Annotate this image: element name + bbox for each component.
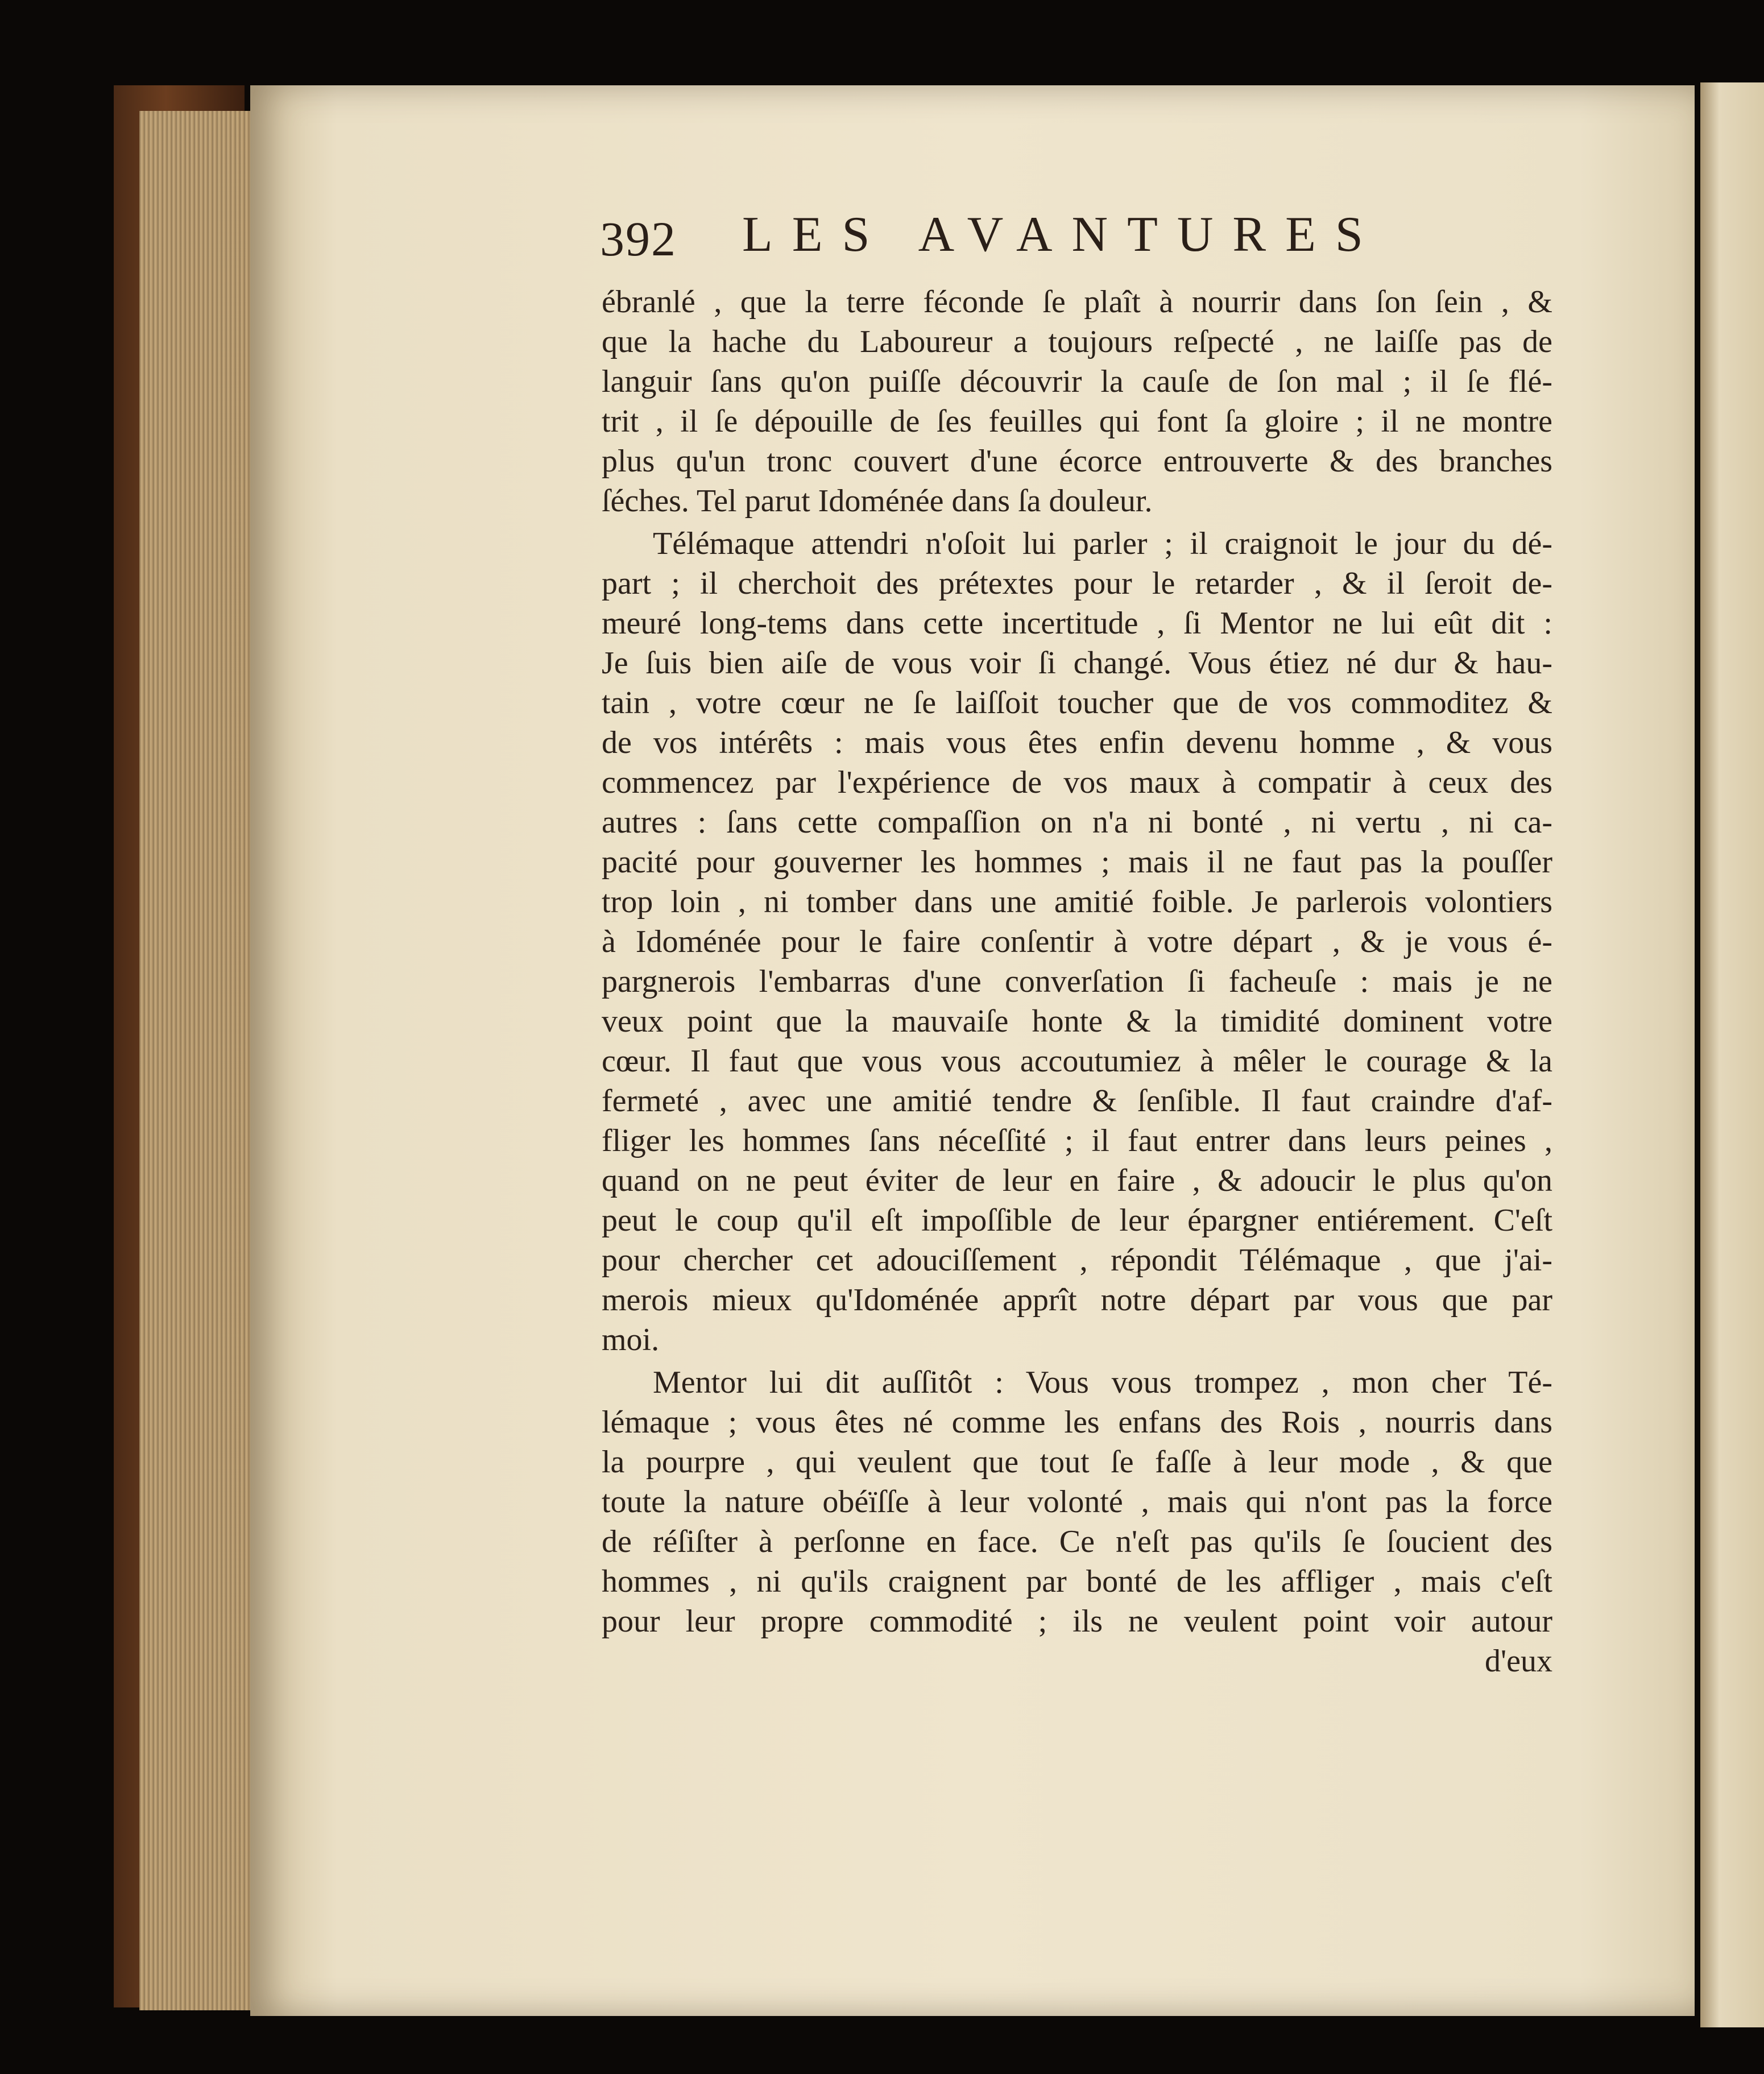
facing-page-edge [1700, 82, 1764, 2027]
text-line: commencez par l'expérience de vos maux à compatir à ceux des [602, 765, 1552, 800]
text-line: hommes , ni qu'ils craignent par bonté de les affliger , mais c'eſt [602, 1564, 1552, 1599]
text-line: ébranlé , que la terre féconde ſe plaît à nourrir dans ſon ſein , & [602, 284, 1552, 320]
running-head-title: LES AVANTURES [742, 207, 1382, 262]
text-line: pour leur propre commodité ; ils ne veulent point voir autour [602, 1604, 1552, 1639]
running-head [600, 206, 1453, 268]
text-line: de réſiſter à perſonne en face. Ce n'eſt pas qu'ils ſe ſoucient des [602, 1524, 1552, 1559]
text-line: cœur. Il faut que vous vous accoutumiez à mêler le courage & la [602, 1044, 1552, 1079]
text-line: pacité pour gouverner les hommes ; mais il ne faut pas la pouſſer [602, 844, 1552, 880]
text-line: veux point que la mauvaiſe honte & la timidité dominent votre [602, 1004, 1552, 1039]
text-line: Mentor lui dit auſſitôt : Vous vous trompez , mon cher Té- [653, 1365, 1552, 1400]
text-line: plus qu'un tronc couvert d'une écorce entrouverte & des branches [602, 444, 1552, 479]
text-line: meuré long-tems dans cette incertitude , ſi Mentor ne lui eût dit : [602, 606, 1552, 641]
text-line: trit , il ſe dépouille de ſes feuilles qui font ſa gloire ; il ne montre [602, 404, 1552, 439]
catchword: d'eux [1485, 1644, 1552, 1679]
text-line: la pourpre , qui veulent que tout ſe faſſe à leur mode , & que [602, 1444, 1552, 1480]
text-line: merois mieux qu'Idoménée apprît notre départ par vous que par [602, 1282, 1552, 1318]
page-edges [139, 111, 253, 2010]
text-line: à Idoménée pour le faire conſentir à votre départ , & je vous é- [602, 924, 1552, 959]
text-line: ſéches. Tel parut Idoménée dans ſa douleur. [602, 483, 1153, 519]
text-line: part ; il cherchoit des prétextes pour le retarder , & il ſeroit de- [602, 566, 1552, 601]
text-line: lémaque ; vous êtes né comme les enfans des Rois , nourris dans [602, 1405, 1552, 1440]
text-line: pargnerois l'embarras d'une converſation ſi facheuſe : mais je ne [602, 964, 1552, 999]
text-line: tain , votre cœur ne ſe laiſſoit toucher que de vos commoditez & [602, 685, 1552, 721]
text-line: fliger les hommes ſans néceſſité ; il faut entrer dans leurs peines , [602, 1123, 1552, 1158]
text-line: trop loin , ni tomber dans une amitié foible. Je parlerois volontiers [602, 884, 1552, 920]
text-line: que la hache du Laboureur a toujours reſpecté , ne laiſſe pas de [602, 324, 1552, 359]
text-line: fermeté , avec une amitié tendre & ſenſible. Il faut craindre d'af- [602, 1083, 1552, 1119]
text-line: pour chercher cet adouciſſement , répondit Télémaque , que j'ai- [602, 1243, 1552, 1278]
text-line: quand on ne peut éviter de leur en faire , & adoucir le plus qu'on [602, 1163, 1552, 1198]
text-line: moi. [602, 1322, 660, 1357]
page-number: 392 [600, 212, 677, 266]
text-line: de vos intérêts : mais vous êtes enfin devenu homme , & vous [602, 725, 1552, 760]
text-line: Je ſuis bien aiſe de vous voir ſi changé. Vous étiez né dur & hau- [602, 645, 1552, 681]
text-line: languir ſans qu'on puiſſe découvrir la cauſe de ſon mal ; il ſe flé- [602, 364, 1552, 399]
text-line: autres : ſans cette compaſſion on n'a ni bonté , ni vertu , ni ca- [602, 805, 1552, 840]
text-line: peut le coup qu'il eſt impoſſible de leur épargner entiérement. C'eſt [602, 1203, 1552, 1238]
text-line: Télémaque attendri n'oſoit lui parler ; il craignoit le jour du dé- [653, 526, 1552, 561]
text-line: toute la nature obéïſſe à leur volonté , mais qui n'ont pas la force [602, 1484, 1552, 1520]
